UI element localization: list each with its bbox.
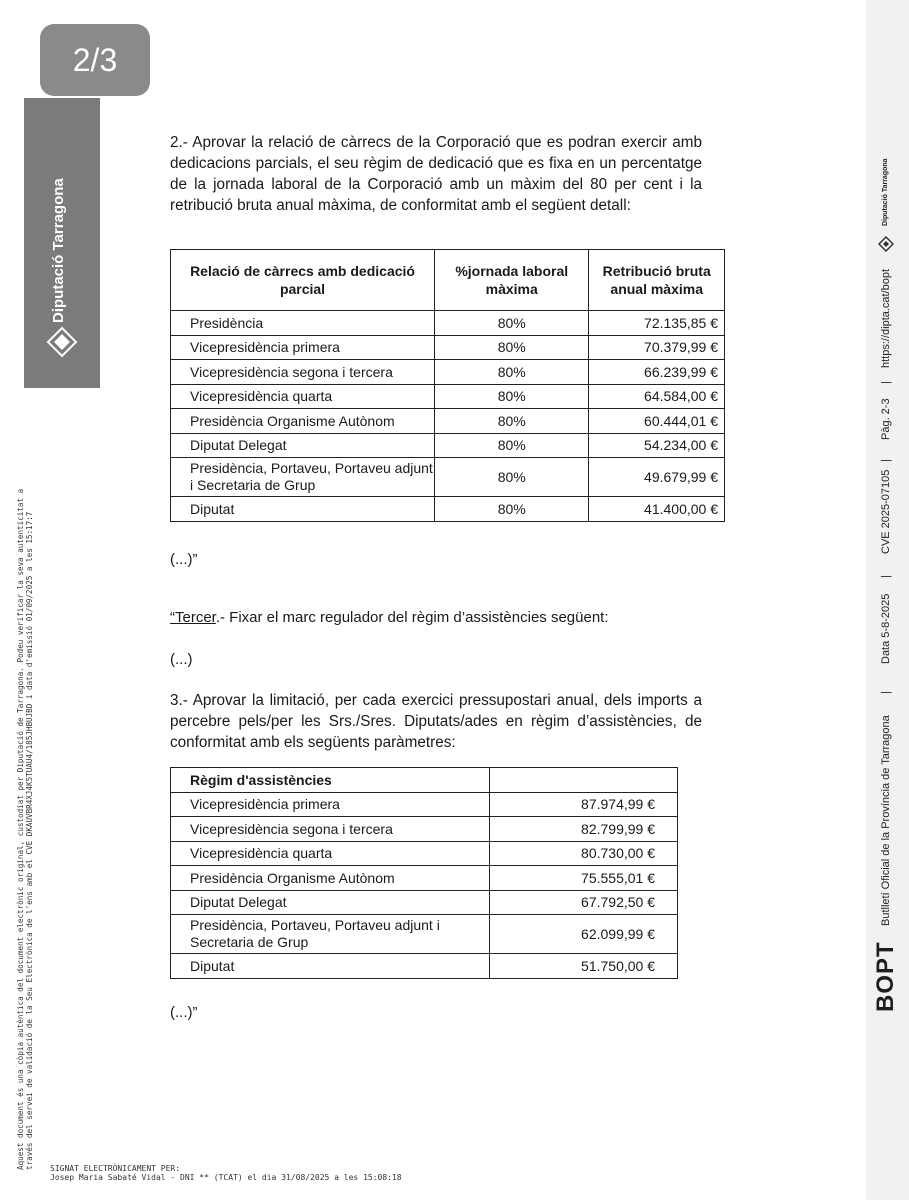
percentage-cell: 80% [435,409,589,434]
role-cell: Presidència Organisme Autònom [171,866,490,891]
page-indicator: 2/3 [40,24,150,96]
table-header: %jornada laboral màxima [435,250,589,311]
role-cell: Diputat [171,954,490,979]
certification-line: Aquest document és una còpia autèntica del document electrònic original, custodiat per Diputació de Tarragona. Podeu verificar la seva autenticitat a [16,488,25,1170]
separator: | [880,575,892,578]
diputacio-logo-icon [46,326,78,358]
attendance-table [170,767,678,979]
table-row [171,792,678,817]
publication-date: Data 5-8-2025 [880,593,892,664]
role-cell: Vicepresidència quarta [171,384,435,409]
signature-line: SIGNAT ELECTRÒNICAMENT PER: [50,1164,181,1173]
amount-cell: 70.379,99 € [589,335,725,360]
amount-cell: 67.792,50 € [490,890,678,915]
signature-line: Josep Maria Sabaté Vidal - DNI ** (TCAT) el dia 31/08/2025 a les 15:08:18 [50,1173,402,1182]
table-row [171,817,678,842]
certification-text [16,489,34,1170]
table-header-row [171,768,678,793]
amount-cell: 41.400,00 € [589,497,725,522]
separator: | [880,381,892,384]
table-header-row [171,250,725,311]
amount-cell: 62.099,99 € [490,915,678,954]
amount-cell: 49.679,99 € [589,458,725,497]
role-cell: Vicepresidència primera [171,335,435,360]
percentage-cell: 80% [435,497,589,522]
role-cell: Presidència [171,311,435,336]
table-row [171,890,678,915]
tercer-text: .- Fixar el marc regulador del règim d’assistències següent: [215,609,609,626]
amount-cell: 64.584,00 € [589,384,725,409]
partial-dedication-table [170,249,725,522]
role-cell: Diputat [171,497,435,522]
amount-cell: 75.555,01 € [490,866,678,891]
amount-cell: 80.730,00 € [490,841,678,866]
table-row [171,866,678,891]
table-header: Relació de càrrecs amb dedicació parcial [171,250,435,311]
table-row [171,360,725,385]
role-cell: Diputat Delegat [171,433,435,458]
diputacio-side-band [24,98,100,388]
table-row [171,497,725,522]
amount-cell: 87.974,99 € [490,792,678,817]
role-cell: Vicepresidència segona i tercera [171,360,435,385]
percentage-cell: 80% [435,433,589,458]
table-header: Retribució bruta anual màxima [589,250,725,311]
amount-cell: 82.799,99 € [490,817,678,842]
paragraph-2: 2.- Aprovar la relació de càrrecs de la Corporació que es podran exercir amb dedicacions parcials, el seu règim de dedicació que es fixa en un percentatge de la jornada laboral de la Corporació amb un màxim del 80 per cent i la retribució bruta anual màxima, de conformitat amb el següent detall: [170,134,702,214]
bopt-side-band [866,0,909,1200]
percentage-cell: 80% [435,384,589,409]
role-cell: Vicepresidència primera [171,792,490,817]
certification-line: través del servei de validació de la Seu Electrònica de l'ens amb el CVE DKAUVBR4XJ4K5TUAU4/185JHBUJBD i data d'emissió 01/09/2025 a les 15:17:7 [25,511,34,1170]
ellipsis: (...) [170,651,193,668]
bulletin-title: Butlletí Oficial de la Província de Tarragona [880,715,892,926]
amount-cell: 72.135,85 € [589,311,725,336]
amount-cell: 51.750,00 € [490,954,678,979]
paragraph-3: 3.- Aprovar la limitació, per cada exercici pressupostari anual, dels imports a percebre pels/per les Srs./Sres. Diputats/ades en règim d’assistències, de conformitat amb els següents paràmetres: [170,692,702,751]
percentage-cell: 80% [435,335,589,360]
table-row [171,915,678,954]
bopt-url[interactable]: https://dipta.cat/bopt [880,268,892,368]
role-cell: Diputat Delegat [171,890,490,915]
separator: | [880,459,892,462]
page-number: Pàg. 2-3 [880,398,892,440]
amount-cell: 66.239,99 € [589,360,725,385]
table-row [171,409,725,434]
amount-cell: 60.444,01 € [589,409,725,434]
table-row [171,458,725,497]
role-cell: Vicepresidència segona i tercera [171,817,490,842]
diputacio-small-brand: Diputació Tarragona [882,158,889,226]
table-row [171,384,725,409]
role-cell: Presidència Organisme Autònom [171,409,435,434]
amount-cell: 54.234,00 € [589,433,725,458]
diputacio-brand: Diputació Tarragona [50,178,67,323]
signature-block [50,1164,402,1182]
diputacio-small-logo-icon [878,236,894,252]
table-row [171,433,725,458]
ellipsis: (...)” [170,1004,198,1021]
role-cell: Vicepresidència quarta [171,841,490,866]
percentage-cell: 80% [435,360,589,385]
role-cell: Presidència, Portaveu, Portaveu adjunt i Secretaria de Grup [171,458,435,497]
tercer-label: “Tercer [170,609,216,626]
table-row [171,841,678,866]
separator: | [880,691,892,694]
percentage-cell: 80% [435,311,589,336]
table-header: Règim d'assistències [171,768,490,793]
percentage-cell: 80% [435,458,589,497]
cve-code: CVE 2025-07105 [880,469,892,554]
role-cell: Presidència, Portaveu, Portaveu adjunt i Secretaria de Grup [171,915,490,954]
table-row [171,335,725,360]
table-header-empty [490,768,678,793]
table-row [171,954,678,979]
bopt-logo: BOPT [872,941,899,1012]
table-row [171,311,725,336]
ellipsis: (...)” [170,551,198,568]
tercer-heading [170,609,609,626]
